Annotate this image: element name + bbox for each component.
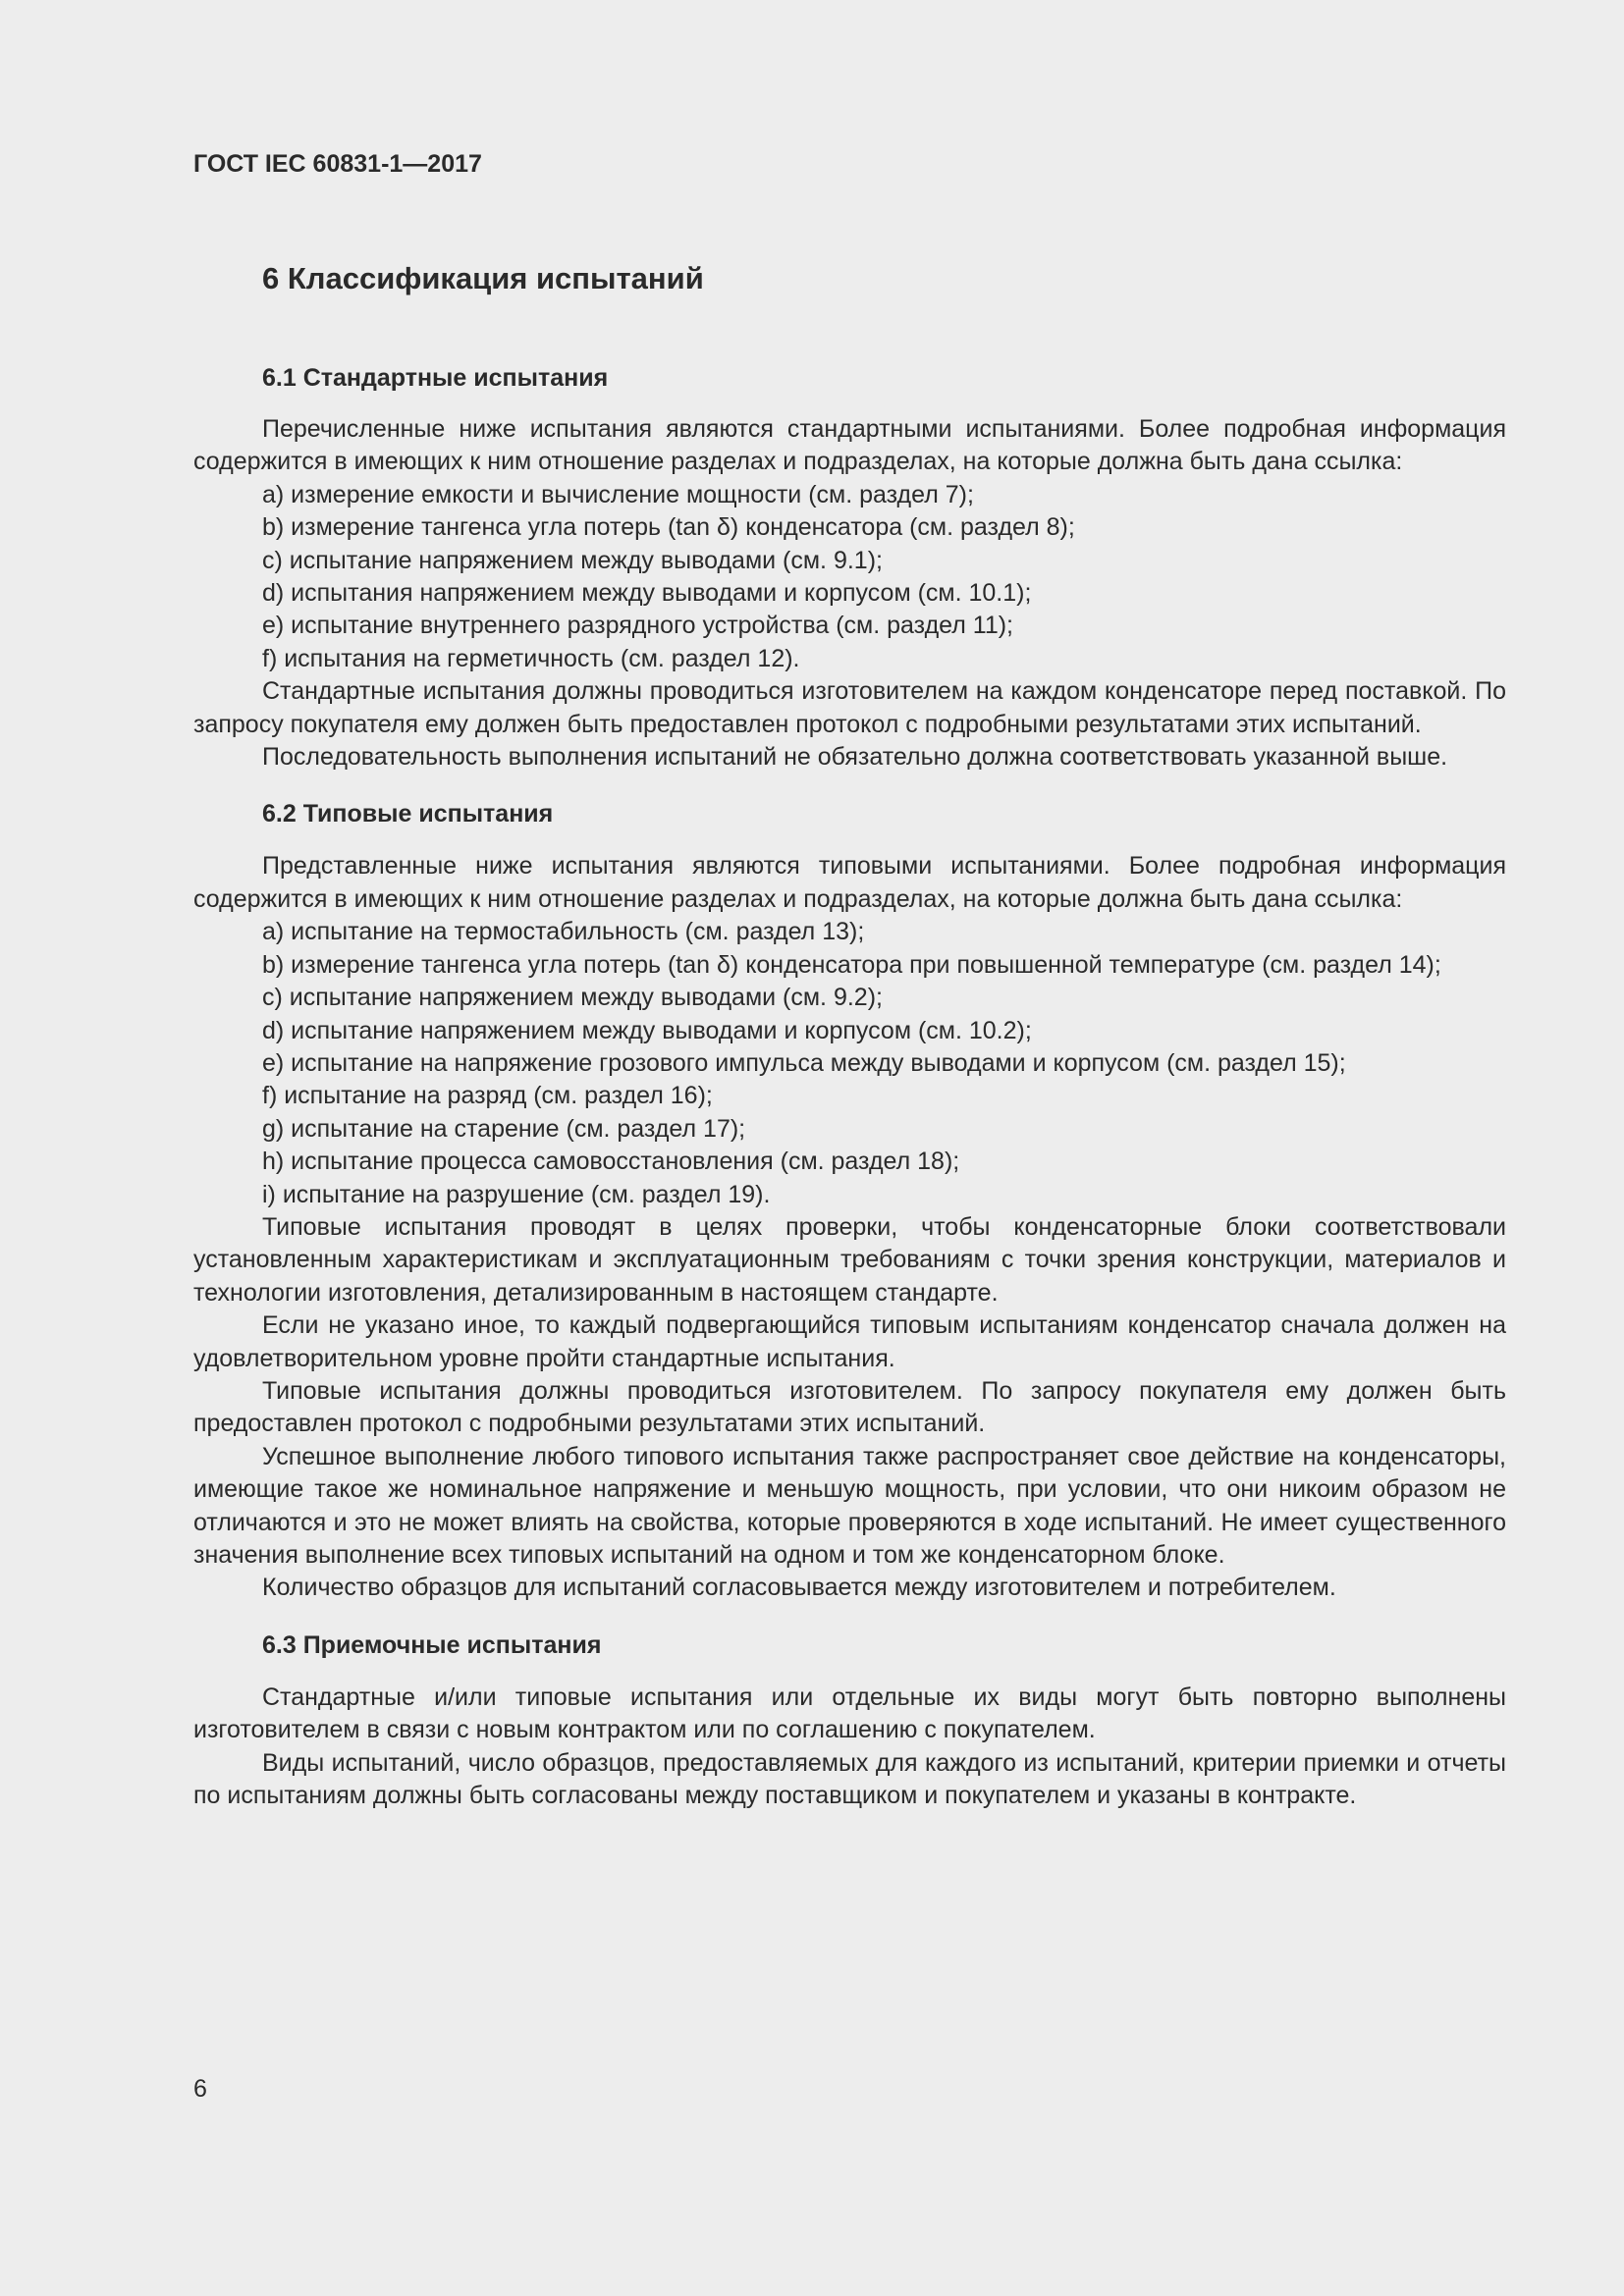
paragraph: Виды испытаний, число образцов, предоставляемых для каждого из испытаний, критерии приемки и отчеты по испытаниям должны быть согласованы между поставщиком и покупателем и указаны в контракте.: [193, 1748, 1506, 1810]
list-item: f) испытания на герметичность (см. раздел 12).: [262, 644, 800, 672]
list-item: h) испытание процесса самовосстановления (см. раздел 18);: [262, 1148, 960, 1176]
document-page: [193, 147, 1506, 1812]
paragraph: Перечисленные ниже испытания являются стандартными испытаниями. Более подробная информация содержится в имеющих к ним отношение разделах и подразделах, на которые должна быть дана ссылка:: [193, 415, 1506, 476]
paragraph: Типовые испытания должны проводиться изготовителем. По запросу покупателя ему должен быть предоставлен протокол с подробными результатами этих испытаний.: [193, 1376, 1506, 1438]
list-item: i) испытание на разрушение (см. раздел 19).: [262, 1180, 771, 1208]
subsection-title-6-3: 6.3 Приемочные испытания: [262, 1630, 602, 1659]
section-title: 6 Классификация испытаний: [262, 261, 704, 295]
list-item: e) испытание внутреннего разрядного устройства (см. раздел 11);: [262, 612, 1013, 640]
list-item: b) измерение тангенса угла потерь (tan δ) конденсатора (см. раздел 8);: [262, 513, 1075, 542]
subsection-title-6-2: 6.2 Типовые испытания: [262, 800, 554, 828]
paragraph: Стандартные и/или типовые испытания или отдельные их виды могут быть повторно выполнены изготовителем в связи с новым контрактом или по соглашению с покупателем.: [193, 1682, 1506, 1744]
subsection-title-6-1: 6.1 Стандартные испытания: [262, 364, 609, 392]
paragraph: Успешное выполнение любого типового испытания также распространяет свое действие на конденсаторы, имеющие такое же номинальное напряжение и меньшую мощность, при условии, что они никоим образом не отличаются и это не может влиять на свойства, которые проверяются в ходе испытаний. Не имеет существенного значения выполнение всех типовых испытаний на одном и том же конденсаторном блоке.: [193, 1442, 1506, 1569]
list-item: d) испытания напряжением между выводами и корпусом (см. 10.1);: [262, 579, 1032, 608]
list-item: c) испытание напряжением между выводами (см. 9.2);: [262, 984, 883, 1012]
page-number: 6: [193, 2075, 207, 2103]
list-item: c) испытание напряжением между выводами (см. 9.1);: [262, 546, 883, 574]
list-item: b) измерение тангенса угла потерь (tan δ) конденсатора при повышенной температуре (см. раздел 14);: [262, 950, 1441, 979]
test-list-type: [193, 916, 1506, 1211]
test-list-standard: [193, 479, 1506, 675]
paragraph: Последовательность выполнения испытаний не обязательно должна соответствовать указанной выше.: [262, 743, 1448, 772]
list-item: a) испытание на термостабильность (см. раздел 13);: [262, 918, 865, 946]
list-item: e) испытание на напряжение грозового импульса между выводами и корпусом (см. раздел 15);: [262, 1048, 1346, 1077]
list-item: f) испытание на разряд (см. раздел 16);: [262, 1082, 713, 1110]
paragraph: Стандартные испытания должны проводиться изготовителем на каждом конденсаторе перед поставкой. По запросу покупателя ему должен быть предоставлен протокол с подробными результатами этих испытаний.: [193, 677, 1506, 738]
list-item: g) испытание на старение (см. раздел 17);: [262, 1114, 746, 1143]
list-item: d) испытание напряжением между выводами и корпусом (см. 10.2);: [262, 1016, 1032, 1044]
list-item: a) измерение емкости и вычисление мощности (см. раздел 7);: [262, 480, 974, 508]
paragraph: Представленные ниже испытания являются типовыми испытаниями. Более подробная информация содержится в имеющих к ним отношение разделах и подразделах, на которые должна быть дана ссылка:: [193, 852, 1506, 913]
paragraph: Если не указано иное, то каждый подвергающийся типовым испытаниям конденсатор сначала должен на удовлетворительном уровне пройти стандартные испытания.: [193, 1311, 1506, 1372]
paragraph: Количество образцов для испытаний согласовывается между изготовителем и потребителем.: [262, 1574, 1336, 1602]
document-header: ГОСТ IEC 60831-1—2017: [193, 150, 482, 178]
paragraph: Типовые испытания проводят в целях проверки, чтобы конденсаторные блоки соответствовали установленным характеристикам и эксплуатационным требованиям с точки зрения конструкции, материалов и технологии изготовления, детализированным в настоящем стандарте.: [193, 1212, 1506, 1307]
